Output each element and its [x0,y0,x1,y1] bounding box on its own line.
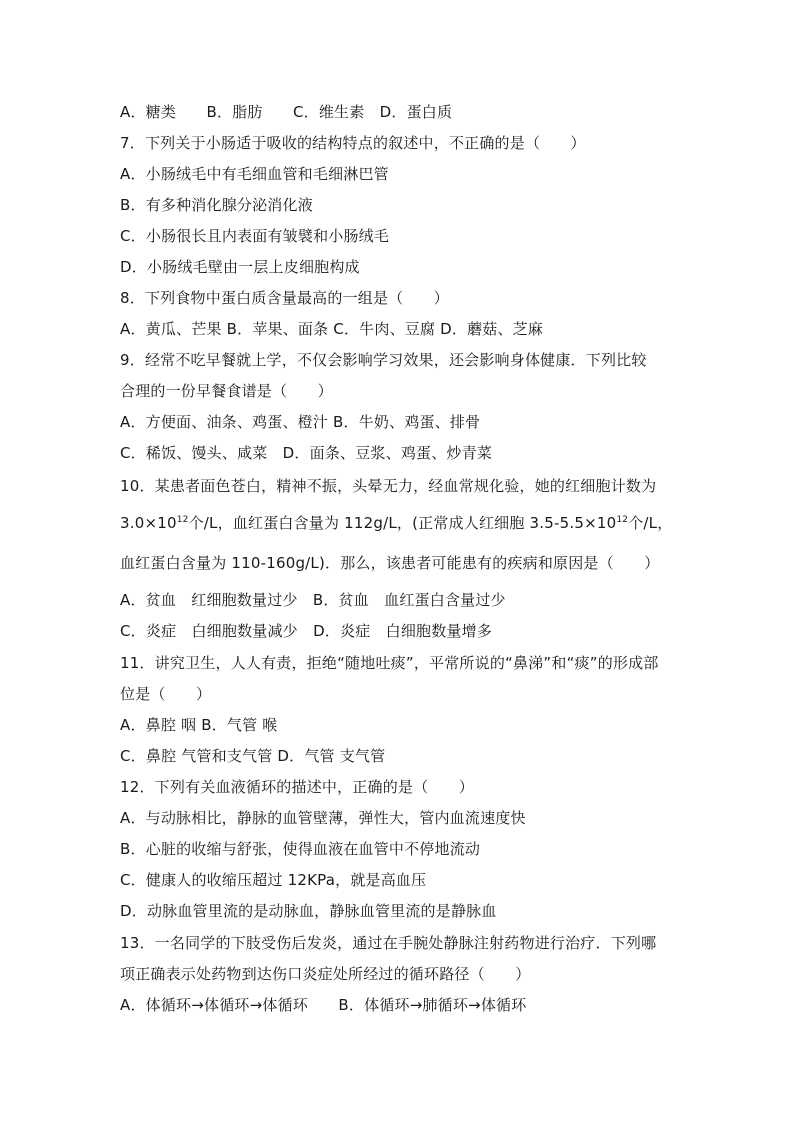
q10-options-cd: C．炎症 白细胞数量减少 D．炎症 白细胞数量增多 [120,622,493,640]
q12-option-a: A．与动脉相比，静脉的血管壁薄，弹性大，管内血流速度快 [120,809,526,827]
q9-stem-line2: 合理的一份早餐食谱是（ ） [120,382,333,400]
q7-stem: 7．下列关于小肠适于吸收的结构特点的叙述中，不正确的是（ ） [120,134,586,152]
q9-options-ab: A．方便面、油条、鸡蛋、橙汁 B．牛奶、鸡蛋、排骨 [120,413,481,431]
q7-option-b: B．有多种消化腺分泌消化液 [120,196,313,214]
q12-option-b: B．心脏的收缩与舒张，使得血液在血管中不停地流动 [120,840,481,858]
q13-stem-line1: 13．一名同学的下肢受伤后发炎，通过在手腕处静脉注射药物进行治疗．下列哪 [120,934,657,952]
q13-options-ab: A．体循环→体循环→体循环 B．体循环→肺循环→体循环 [120,996,527,1014]
q7-option-a: A．小肠绒毛中有毛细血管和毛细淋巴管 [120,165,389,183]
q11-stem-line1: 11．讲究卫生，人人有责，拒绝“随地吐痰”，平常所说的“鼻涕”和“痰”的形成部 [120,654,659,672]
q7-option-d: D．小肠绒毛壁由一层上皮细胞构成 [120,258,360,276]
q11-options-ab: A．鼻腔 咽 B．气管 喉 [120,716,278,734]
q7-option-c: C．小肠很长且内表面有皱襞和小肠绒毛 [120,227,390,245]
q6-options: A．糖类 B．脂肪 C．维生素 D．蛋白质 [120,103,453,121]
q13-stem-line2: 项正确表示处药物到达伤口炎症处所经过的循环路径（ ） [120,965,531,983]
q10-stem-line2: $3.0\times 10^{12}$个/L，血红蛋白含量为 112g/L，(正常成人红细胞 $3.5-5.5\times 10^{12}$个/L， [120,514,673,532]
q9-stem-line1: 9．经常不吃早餐就上学，不仅会影响学习效果，还会影响身体健康．下列比较 [120,351,647,369]
q12-option-d: D．动脉血管里流的是动脉血，静脉血管里流的是静脉血 [120,902,497,920]
q10-options-ab: A．贫血 红细胞数量过少 B．贫血 血红蛋白含量过少 [120,591,506,609]
q10-stem-line1: 10．某患者面色苍白，精神不振，头晕无力，经血常规化验，她的红细胞计数为 [120,477,657,495]
q12-option-c: C．健康人的收缩压超过 12KPa，就是高血压 [120,871,427,889]
q12-stem: 12．下列有关血液循环的描述中，正确的是（ ） [120,778,474,796]
q11-options-cd: C．鼻腔 气管和支气管 D．气管 支气管 [120,747,386,765]
q11-stem-line2: 位是（ ） [120,685,212,703]
q10-stem-line3: 血红蛋白含量为 110-160g/L)．那么，该患者可能患有的疾病和原因是（ ） [120,554,660,572]
q8-options: A．黄瓜、芒果 B．苹果、面条 C．牛肉、豆腐 D．蘑菇、芝麻 [120,320,544,338]
q9-options-cd: C．稀饭、馒头、咸菜 D．面条、豆浆、鸡蛋、炒青菜 [120,444,493,462]
q8-stem: 8．下列食物中蛋白质含量最高的一组是（ ） [120,289,449,307]
